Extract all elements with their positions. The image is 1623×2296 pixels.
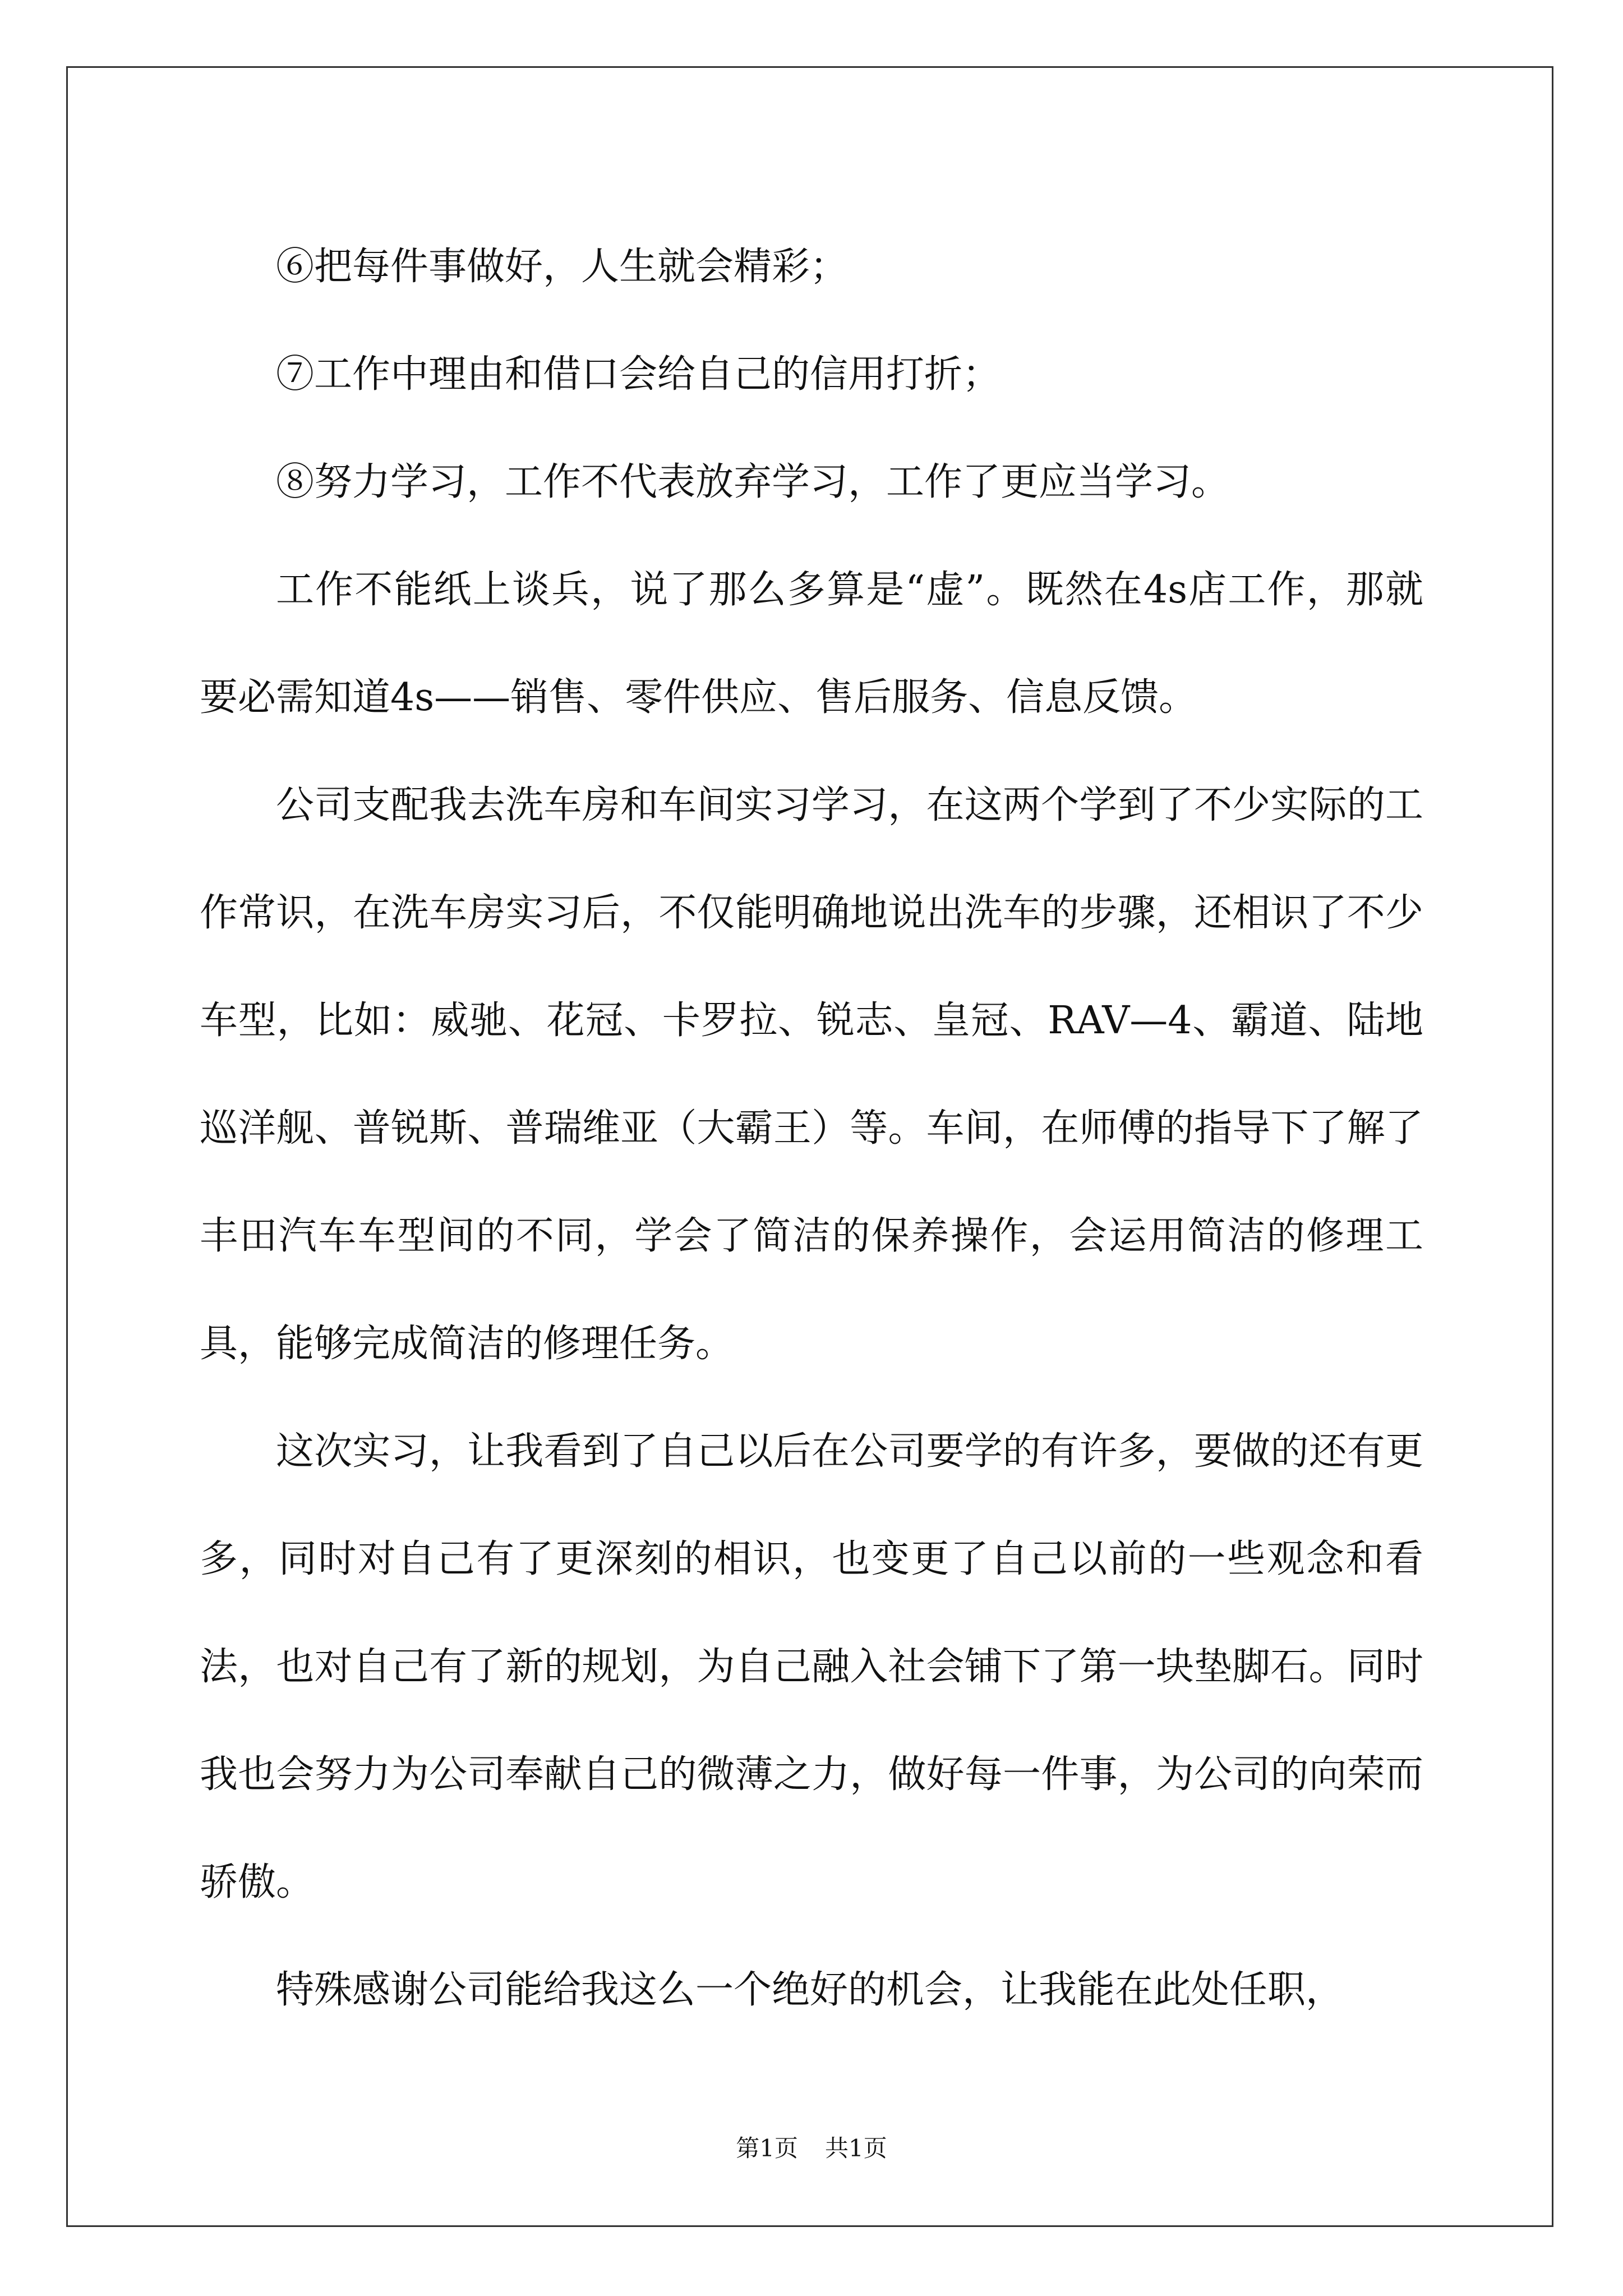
paragraph-thanks: 特殊感谢公司能给我这么一个绝好的机会，让我能在此处任职， (276, 1968, 1344, 2012)
paragraph-item-7: ⑦工作中理由和借口会给自己的信用打折； (276, 352, 1001, 397)
page-total: 共1页 (825, 2134, 887, 2162)
paragraph-reflection: 这次实习，让我看到了自己以后在公司要学的有许多，要做的还有更多，同时对自己有了更深刻的相识，也变更了自己以前的一些观念和看法，也对自己有了新的规划，为自己融入社会铺下了第一块垫脚石。同时我也会努力为公司奉献自己的微薄之力，做好每一件事，为公司的向荣而骄傲。 (200, 1429, 1423, 1904)
paragraph-4s-overview: 工作不能纸上谈兵，说了那么多算是“虚”。既然在4s店工作，那就要必需知道4s——销售、零件供应、售后服务、信息反馈。 (200, 568, 1423, 720)
document-body (200, 213, 1423, 2044)
page-footer (0, 2132, 1623, 2165)
paragraph-item-8: ⑧努力学习，工作不代表放弃学习，工作了更应当学习。 (276, 460, 1230, 504)
page-number: 第1页 (736, 2134, 798, 2162)
paragraph-item-6: ⑥把每件事做好，人生就会精彩； (276, 245, 849, 289)
paragraph-internship-details: 公司支配我去洗车房和车间实习学习，在这两个学到了不少实际的工作常识，在洗车房实习后，不仅能明确地说出洗车的步骤，还相识了不少车型，比如：威驰、花冠、卡罗拉、锐志、皇冠、RAV—4、霸道、陆地巡洋舰、普锐斯、普瑞维亚（大霸王）等。车间，在师傅的指导下了解了丰田汽车车型间的不同，学会了简洁的保养操作，会运用简洁的修理工具，能够完成简洁的修理任务。 (200, 783, 1423, 1366)
